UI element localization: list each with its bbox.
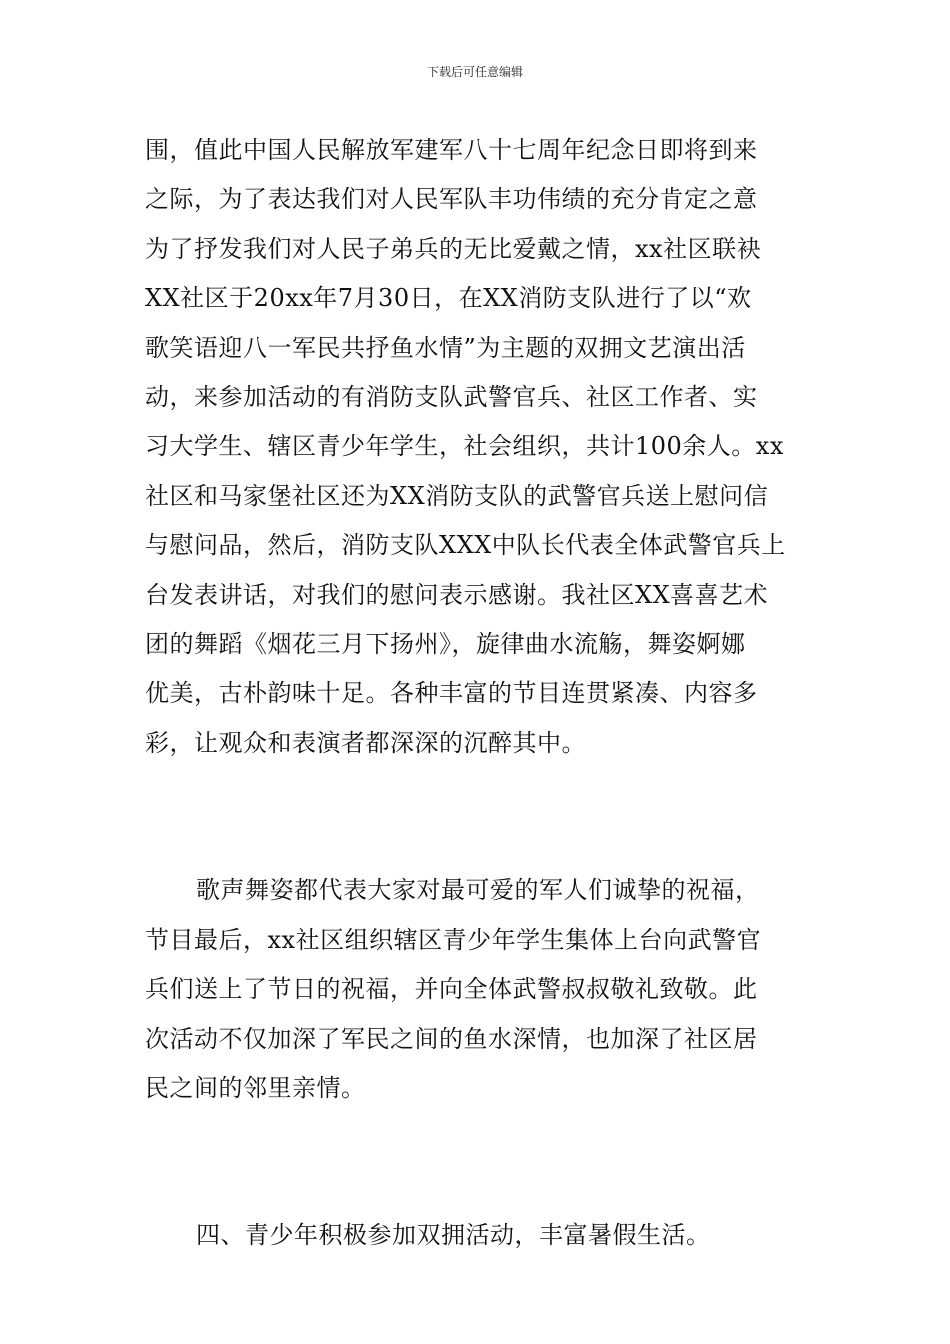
text-line: 动，来参加活动的有消防支队武警官兵、社区工作者、实	[145, 383, 758, 412]
text-line: 彩，让观众和表演者都深深的沉醉其中。	[145, 728, 586, 757]
text-line: 习大学生、辖区青少年学生，社会组织，共计100余人。xx	[145, 432, 784, 461]
text-line: XX社区于20xx年7月30日，在XX消防支队进行了以“欢	[145, 284, 752, 313]
paragraph-spacer	[145, 768, 807, 866]
text-line: 台发表讲话，对我们的慰问表示感谢。我社区XX喜喜艺术	[145, 580, 769, 609]
text-line: 民之间的邻里亲情。	[145, 1073, 366, 1102]
text-line: 社区和马家堡社区还为XX消防支队的武警官兵送上慰问信	[145, 481, 769, 510]
text-line: 节目最后，xx社区组织辖区青少年学生集体上台向武警官	[145, 925, 762, 954]
text-line: 歌声舞姿都代表大家对最可爱的军人们诚挚的祝福，	[196, 876, 760, 905]
paragraph-spacer	[145, 1113, 807, 1211]
text-line: 优美，古朴韵味十足。各种丰富的节目连贯紧凑、内容多	[145, 679, 758, 708]
heading-text: 四、青少年积极参加双拥活动，丰富暑假生活。	[196, 1221, 711, 1250]
text-line: 之际，为了表达我们对人民军队丰功伟绩的充分肯定之意	[145, 185, 758, 214]
page-header: 下载后可任意编辑	[426, 65, 523, 79]
document-body	[145, 126, 807, 1261]
text-line: 与慰问品，然后，消防支队XXX中队长代表全体武警官兵上	[145, 531, 786, 560]
paragraph-event-description	[145, 126, 807, 768]
text-line: 为了抒发我们对人民子弟兵的无比爱戴之情，xx社区联袂	[145, 234, 762, 263]
paragraph-blessings	[145, 866, 807, 1113]
text-line: 团的舞蹈《烟花三月下扬州》，旋律曲水流觞，舞姿婀娜	[145, 630, 746, 659]
text-line: 歌笑语迎八一军民共抒鱼水情”为主题的双拥文艺演出活	[145, 333, 746, 362]
text-line: 围，值此中国人民解放军建军八十七周年纪念日即将到来	[145, 136, 758, 164]
section-heading-4	[145, 1211, 807, 1260]
text-line: 兵们送上了节日的祝福，并向全体武警叔叔敬礼致敬。此	[145, 975, 758, 1004]
text-line: 次活动不仅加深了军民之间的鱼水深情，也加深了社区居	[145, 1024, 758, 1053]
